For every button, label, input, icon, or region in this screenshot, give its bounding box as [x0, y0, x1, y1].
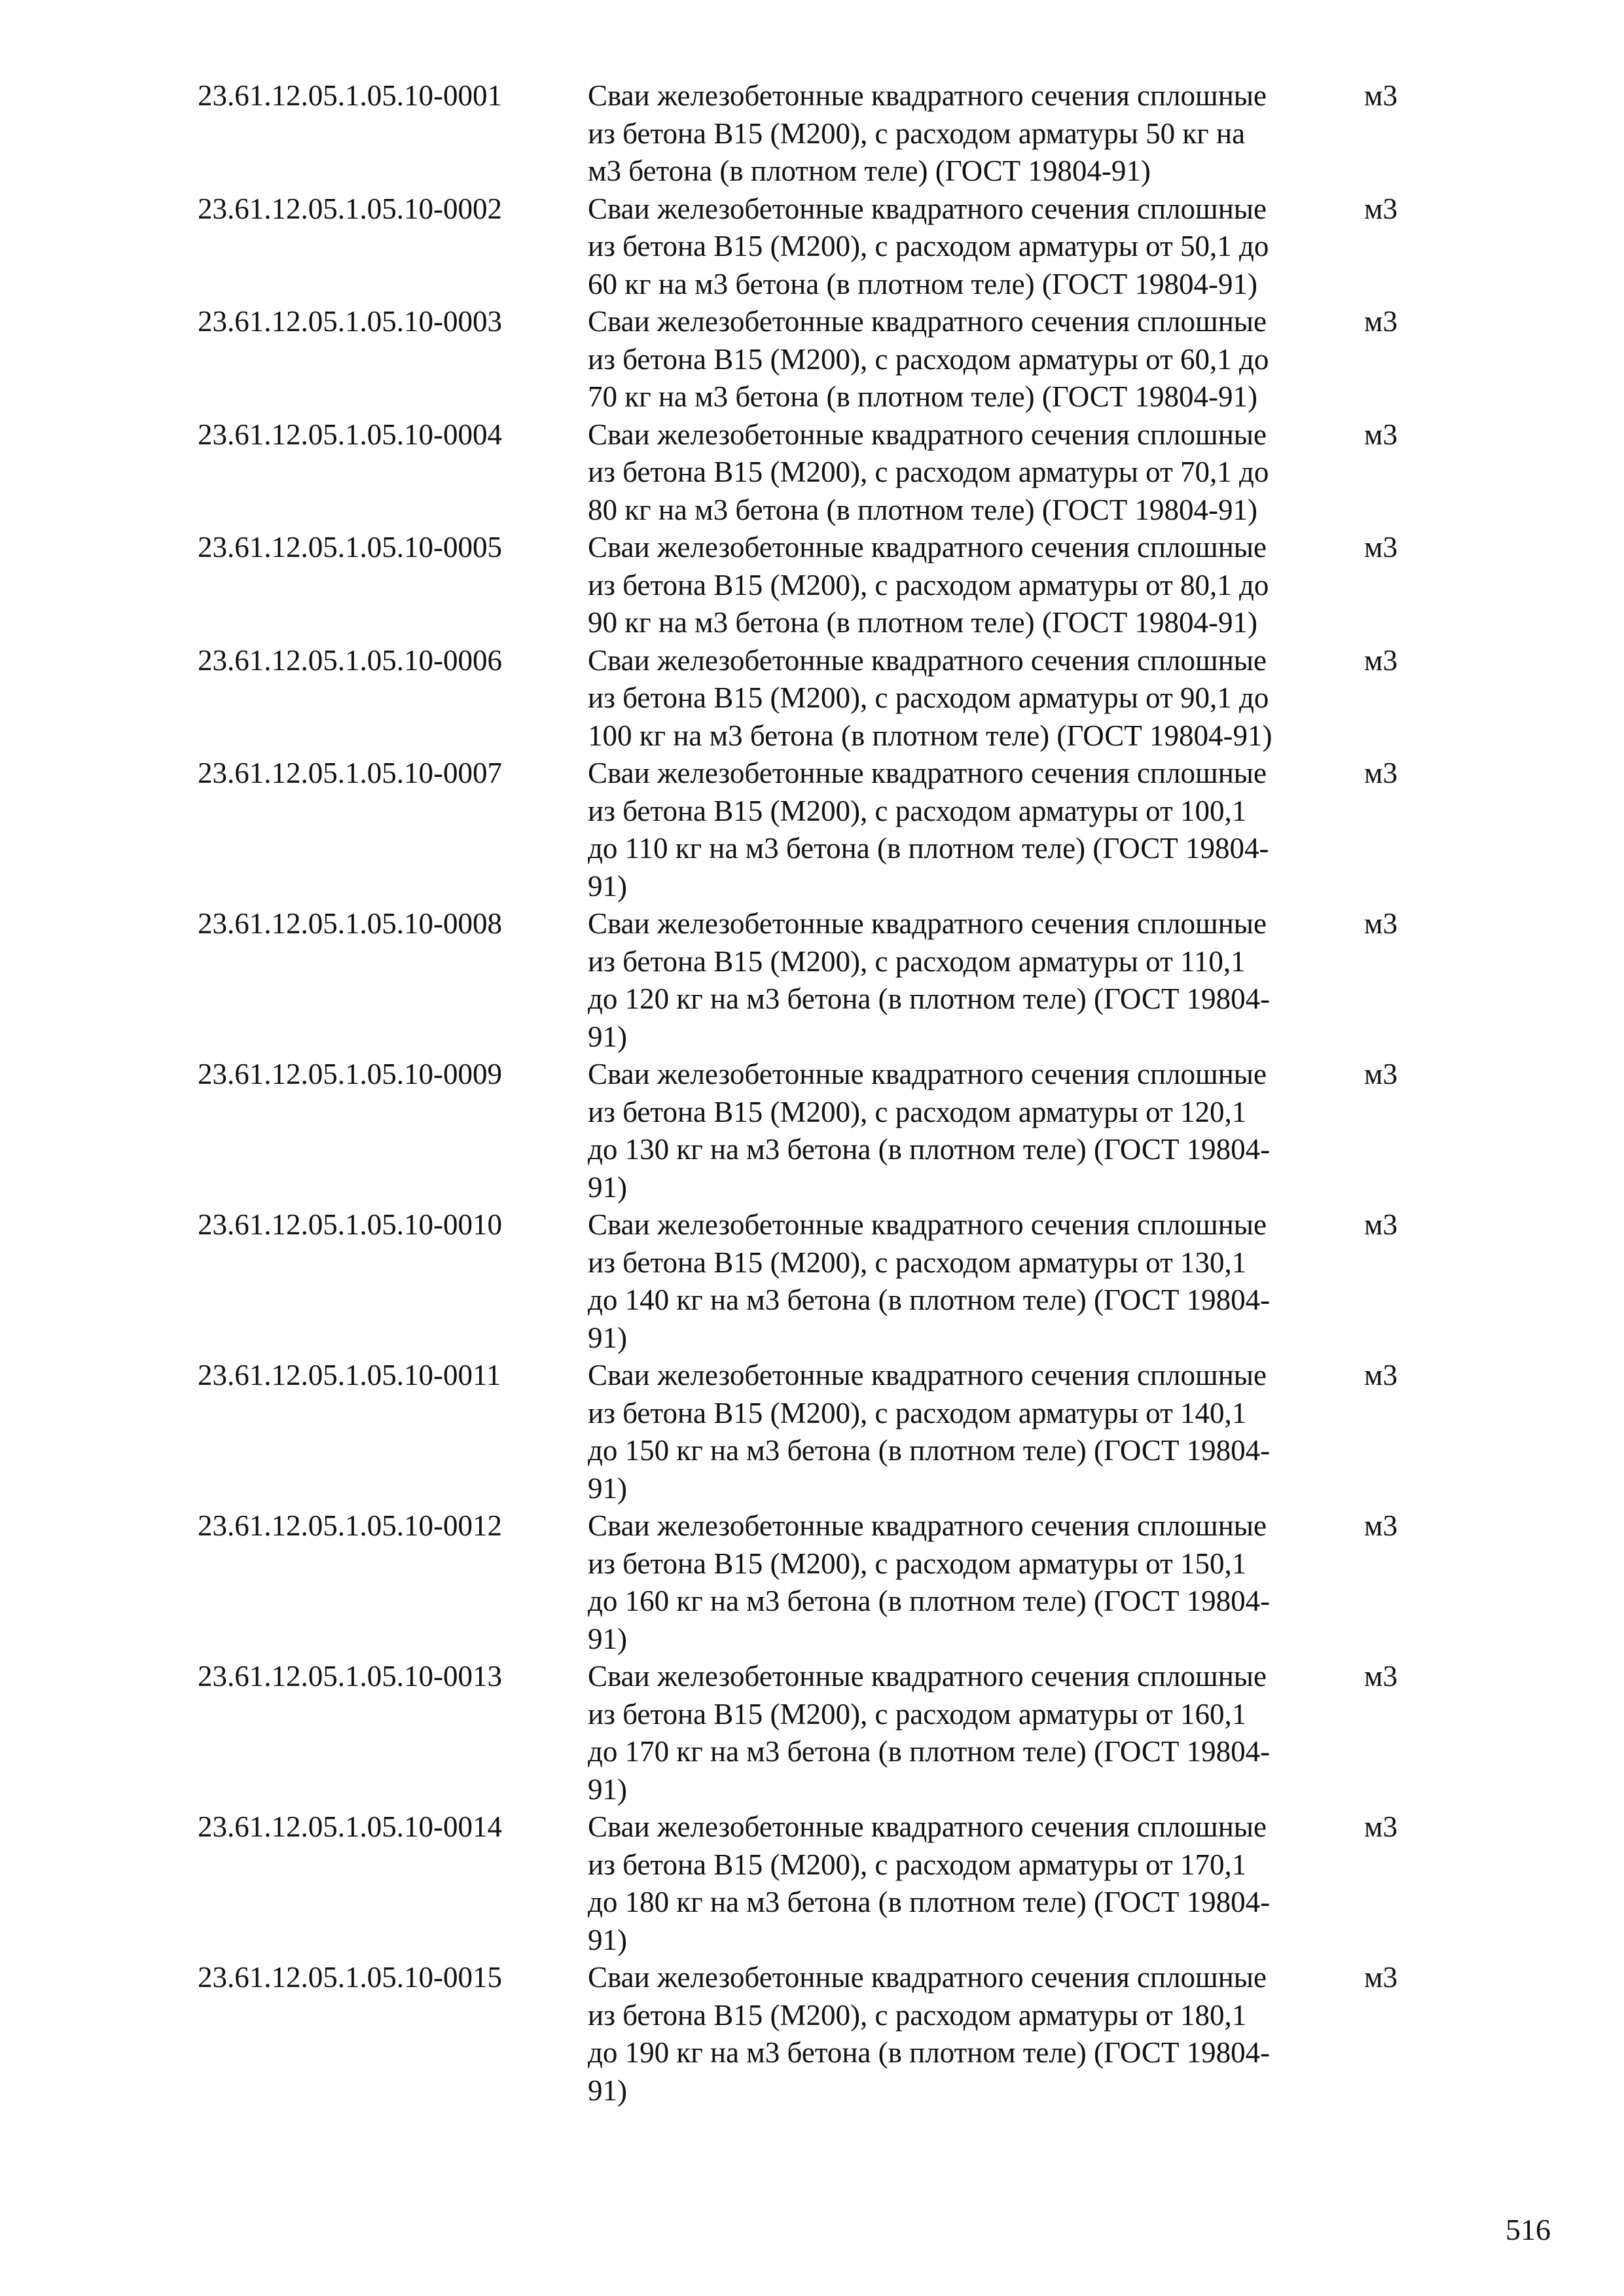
entry-description	[588, 529, 1364, 642]
entry-row	[198, 1206, 1441, 1357]
entry-row	[198, 642, 1441, 755]
entry-description-line: 60 кг на м3 бетона (в плотном теле) (ГОСТ 19804-91)	[588, 267, 1258, 300]
entry-code: 23.61.12.05.1.05.10-0002	[198, 192, 502, 225]
entry-code: 23.61.12.05.1.05.10-0003	[198, 305, 502, 338]
entry-description	[588, 1357, 1364, 1507]
entry-code: 23.61.12.05.1.05.10-0008	[198, 907, 502, 940]
entry-description-line: из бетона В15 (М200), с расходом арматуры от 150,1	[588, 1547, 1247, 1580]
entry-description	[588, 1658, 1364, 1808]
entry-description-line: Сваи железобетонные квадратного сечения сплошные	[588, 643, 1267, 677]
entry-description-line: 91)	[588, 2073, 627, 2107]
entry-code: 23.61.12.05.1.05.10-0007	[198, 757, 502, 789]
entry-row	[198, 1808, 1441, 1959]
entry-description-line: до 160 кг на м3 бетона (в плотном теле) (ГОСТ 19804-	[588, 1585, 1271, 1617]
entry-description-line: Сваи железобетонные квадратного сечения сплошные	[588, 1058, 1267, 1090]
entry-description-line: Сваи железобетонные квадратного сечения сплошные	[588, 1961, 1267, 1994]
entry-description	[588, 905, 1364, 1056]
entry-description-line: Сваи железобетонные квадратного сечения сплошные	[588, 907, 1267, 940]
entry-description-line: 70 кг на м3 бетона (в плотном теле) (ГОСТ 19804-91)	[588, 380, 1258, 413]
entry-description-line: до 120 кг на м3 бетона (в плотном теле) (ГОСТ 19804-	[588, 982, 1271, 1015]
entry-code: 23.61.12.05.1.05.10-0005	[198, 531, 502, 564]
entry-code: 23.61.12.05.1.05.10-0011	[198, 1359, 501, 1391]
entry-row	[198, 190, 1441, 304]
entry-description	[588, 1808, 1364, 1959]
entry-description-line: из бетона В15 (М200), с расходом арматуры от 120,1	[588, 1095, 1247, 1128]
entry-description	[588, 642, 1364, 755]
entry-row	[198, 905, 1441, 1056]
entry-description-line: из бетона В15 (М200), с расходом арматуры от 110,1	[588, 944, 1246, 978]
page-number: 516	[1506, 2213, 1551, 2246]
entry-row	[198, 416, 1441, 529]
entry-description-line: 91)	[588, 1020, 627, 1053]
entry-description-line: 80 кг на м3 бетона (в плотном теле) (ГОСТ 19804-91)	[588, 493, 1258, 526]
entry-description-line: из бетона В15 (М200), с расходом арматуры от 130,1	[588, 1246, 1247, 1279]
entry-description-line: 91)	[588, 869, 627, 903]
entry-description	[588, 1507, 1364, 1658]
entry-description-line: из бетона В15 (М200), с расходом арматуры от 90,1 до	[588, 681, 1269, 714]
entry-unit: м3	[1364, 531, 1398, 564]
entry-unit: м3	[1364, 1359, 1398, 1391]
entry-description-line: из бетона В15 (М200), с расходом арматуры от 170,1	[588, 1848, 1247, 1881]
entry-unit: м3	[1364, 1509, 1398, 1542]
entry-row	[198, 1507, 1441, 1658]
entry-description-line: Сваи железобетонные квадратного сечения сплошные	[588, 1660, 1267, 1693]
entry-description-line: до 190 кг на м3 бетона (в плотном теле) (ГОСТ 19804-	[588, 2036, 1271, 2069]
entry-description-line: из бетона В15 (М200), с расходом арматуры от 80,1 до	[588, 568, 1269, 601]
entry-unit: м3	[1364, 418, 1398, 451]
entry-unit: м3	[1364, 1058, 1398, 1090]
entry-code: 23.61.12.05.1.05.10-0015	[198, 1961, 502, 1994]
entry-row	[198, 1056, 1441, 1206]
entry-description	[588, 77, 1364, 190]
entry-unit: м3	[1364, 79, 1398, 112]
entry-description-line: Сваи железобетонные квадратного сечения сплошные	[588, 79, 1267, 112]
entry-description	[588, 755, 1364, 905]
entry-description	[588, 1959, 1364, 2109]
entry-description-line: 91)	[588, 1923, 627, 1956]
entry-description	[588, 303, 1364, 416]
entry-description-line: Сваи железобетонные квадратного сечения сплошные	[588, 305, 1267, 338]
entry-description-line: до 170 кг на м3 бетона (в плотном теле) (ГОСТ 19804-	[588, 1735, 1271, 1768]
entry-row	[198, 1959, 1441, 2109]
entry-description-line: из бетона В15 (М200), с расходом арматуры от 70,1 до	[588, 456, 1269, 488]
entry-unit: м3	[1364, 192, 1398, 225]
entry-description	[588, 1206, 1364, 1357]
entry-description	[588, 416, 1364, 529]
entry-row	[198, 529, 1441, 642]
entry-description-line: 91)	[588, 1321, 627, 1354]
entry-row	[198, 77, 1441, 190]
entry-description	[588, 1056, 1364, 1206]
entry-row	[198, 755, 1441, 905]
entry-unit: м3	[1364, 643, 1398, 677]
entry-description-line: Сваи железобетонные квадратного сечения сплошные	[588, 192, 1267, 225]
entry-description-line: из бетона В15 (М200), с расходом арматуры от 160,1	[588, 1697, 1247, 1731]
entry-code: 23.61.12.05.1.05.10-0001	[198, 79, 502, 112]
entry-code: 23.61.12.05.1.05.10-0004	[198, 418, 502, 451]
entry-description	[588, 190, 1364, 304]
entry-description-line: до 150 кг на м3 бетона (в плотном теле) (ГОСТ 19804-	[588, 1434, 1271, 1467]
entry-unit: м3	[1364, 1810, 1398, 1843]
entry-code: 23.61.12.05.1.05.10-0006	[198, 643, 502, 677]
entry-row	[198, 1357, 1441, 1507]
entry-description-line: из бетона В15 (М200), с расходом арматуры от 100,1	[588, 794, 1247, 827]
entry-row	[198, 1658, 1441, 1808]
entry-unit: м3	[1364, 1208, 1398, 1241]
entry-unit: м3	[1364, 1961, 1398, 1994]
entry-code: 23.61.12.05.1.05.10-0010	[198, 1208, 502, 1241]
entry-unit: м3	[1364, 1660, 1398, 1693]
entry-description-line: 100 кг на м3 бетона (в плотном теле) (ГОСТ 19804-91)	[588, 719, 1272, 752]
entry-description-line: 91)	[588, 1471, 627, 1505]
entry-description-line: до 110 кг на м3 бетона (в плотном теле) (ГОСТ 19804-	[588, 832, 1269, 865]
entry-description-line: Сваи железобетонные квадратного сечения сплошные	[588, 418, 1267, 451]
entry-description-line: Сваи железобетонные квадратного сечения сплошные	[588, 531, 1267, 564]
entry-code: 23.61.12.05.1.05.10-0013	[198, 1660, 502, 1693]
entry-unit: м3	[1364, 757, 1398, 789]
entry-description-line: до 140 кг на м3 бетона (в плотном теле) (ГОСТ 19804-	[588, 1283, 1271, 1316]
entry-description-line: Сваи железобетонные квадратного сечения сплошные	[588, 757, 1267, 789]
entry-description-line: Сваи железобетонные квадратного сечения сплошные	[588, 1509, 1267, 1542]
entry-unit: м3	[1364, 305, 1398, 338]
entry-description-line: из бетона В15 (М200), с расходом арматуры от 60,1 до	[588, 342, 1269, 376]
entry-description-line: из бетона В15 (М200), с расходом арматуры 50 кг на	[588, 117, 1246, 150]
entry-description-line: до 180 кг на м3 бетона (в плотном теле) (ГОСТ 19804-	[588, 1886, 1271, 1918]
entry-description-line: 91)	[588, 1622, 627, 1655]
entry-description-line: Сваи железобетонные квадратного сечения сплошные	[588, 1359, 1267, 1391]
entry-code: 23.61.12.05.1.05.10-0009	[198, 1058, 502, 1090]
entry-description-line: 91)	[588, 1772, 627, 1806]
entry-row	[198, 303, 1441, 416]
entry-description-line: до 130 кг на м3 бетона (в плотном теле) (ГОСТ 19804-	[588, 1133, 1271, 1166]
entry-description-line: из бетона В15 (М200), с расходом арматуры от 50,1 до	[588, 230, 1269, 262]
entry-description-line: Сваи железобетонные квадратного сечения сплошные	[588, 1208, 1267, 1241]
entry-description-line: м3 бетона (в плотном теле) (ГОСТ 19804-91)	[588, 154, 1151, 187]
entry-description-line: 90 кг на м3 бетона (в плотном теле) (ГОСТ 19804-91)	[588, 606, 1258, 639]
entry-description-line: из бетона В15 (М200), с расходом арматуры от 140,1	[588, 1396, 1247, 1429]
entry-description-line: из бетона В15 (М200), с расходом арматуры от 180,1	[588, 1998, 1247, 2032]
entry-description-line: 91)	[588, 1170, 627, 1204]
entry-description-line: Сваи железобетонные квадратного сечения сплошные	[588, 1810, 1267, 1843]
entry-unit: м3	[1364, 907, 1398, 940]
price-entries-list	[198, 77, 1441, 2109]
entry-code: 23.61.12.05.1.05.10-0012	[198, 1509, 502, 1542]
entry-code: 23.61.12.05.1.05.10-0014	[198, 1810, 502, 1843]
